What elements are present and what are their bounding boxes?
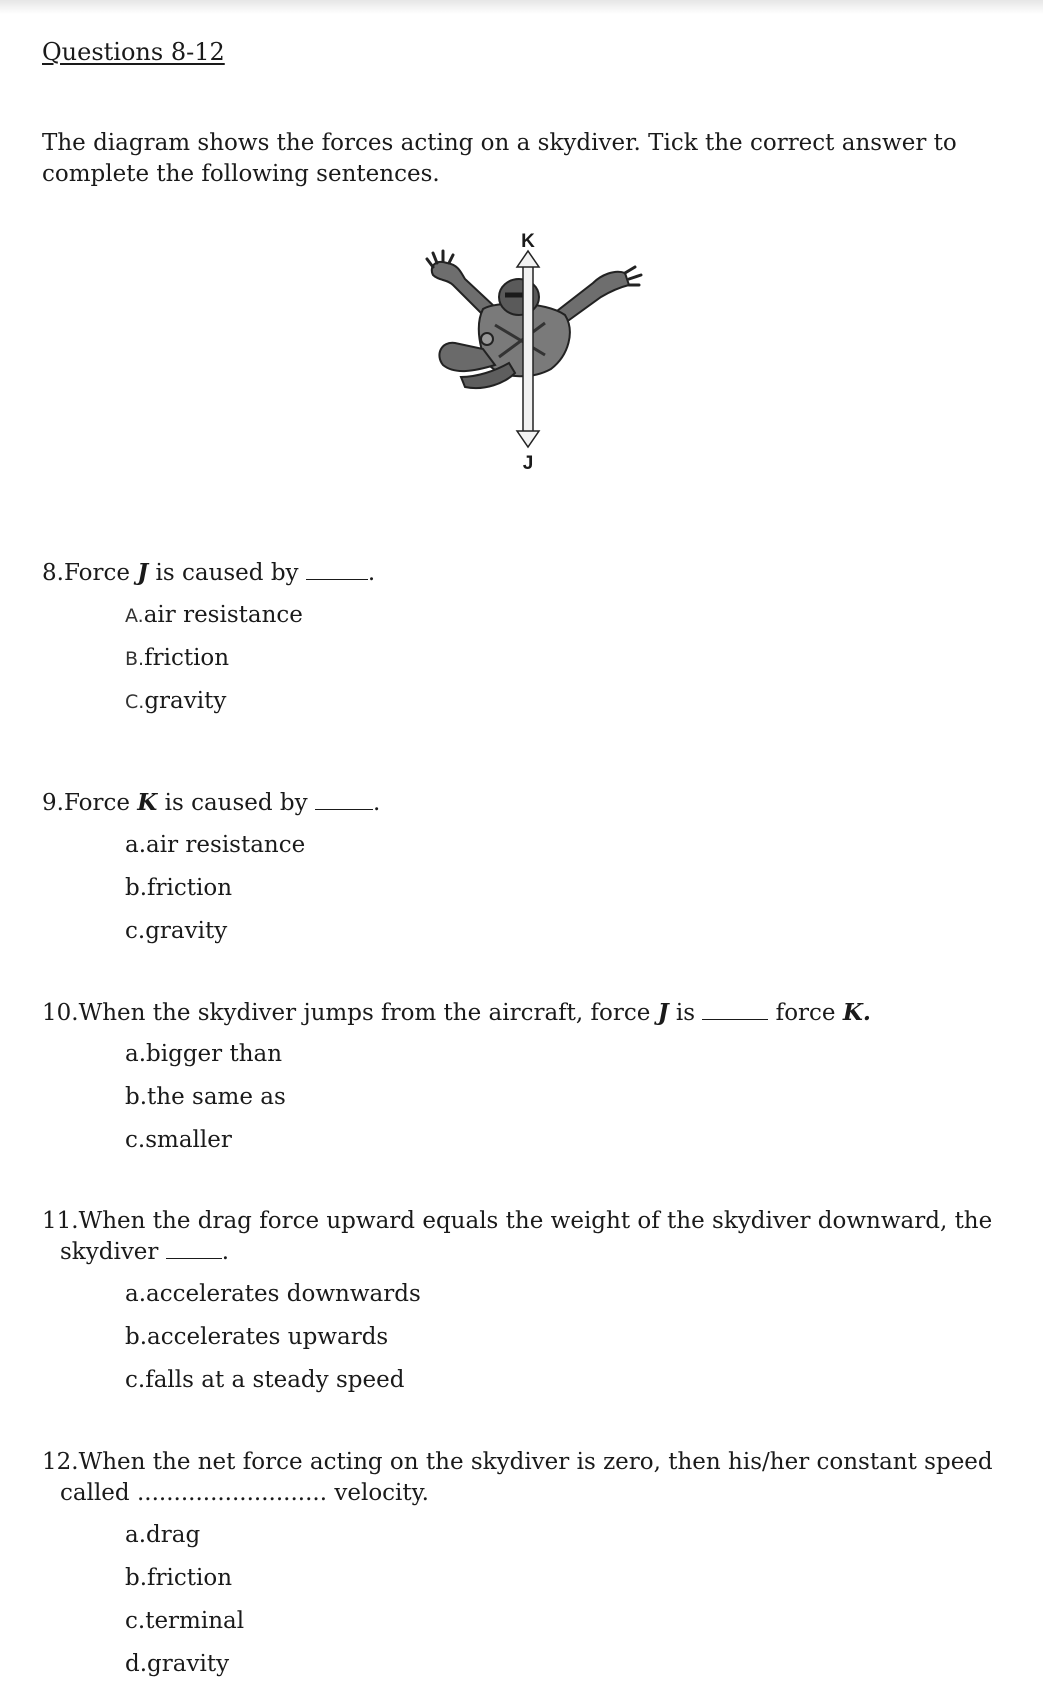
option-letter: d. <box>125 1651 148 1677</box>
option-text: drag <box>146 1522 201 1548</box>
question-10-prefix: 10.When the skydiver jumps from the aircraft, force <box>42 1000 658 1026</box>
option-text: gravity <box>144 688 227 714</box>
option-letter: b. <box>125 1324 148 1350</box>
option-letter: a. <box>125 1522 147 1548</box>
question-8 <box>42 557 1002 589</box>
option-letter: a. <box>125 1281 147 1307</box>
option-letter: B. <box>125 648 145 670</box>
question-11-option-c[interactable] <box>125 1359 421 1402</box>
option-text: friction <box>147 875 233 901</box>
question-11-options <box>125 1273 421 1402</box>
question-8-variable: J <box>137 559 149 586</box>
question-10-option-c[interactable] <box>125 1119 286 1162</box>
question-12-line-2 <box>42 1478 1002 1509</box>
question-10-after: force <box>768 1000 843 1026</box>
question-8-text: is caused by <box>148 560 306 586</box>
question-11-line-1: 11.When the drag force upward equals the weight of the skydiver downward, the <box>42 1208 993 1234</box>
option-text: smaller <box>145 1127 232 1153</box>
question-9-end: . <box>372 790 381 816</box>
question-11-answer-blank <box>166 1240 222 1259</box>
question-11 <box>42 1206 1002 1268</box>
option-letter: C. <box>125 691 145 713</box>
question-10-variable-k: K. <box>842 999 871 1026</box>
force-arrow-head-down-j <box>517 431 539 447</box>
question-8-option-a[interactable] <box>125 594 303 637</box>
question-8-prefix: 8.Force <box>42 560 138 586</box>
option-letter: c. <box>125 1367 146 1393</box>
question-8-option-b[interactable] <box>125 637 303 680</box>
question-12-line-1: 12.When the net force acting on the skydiver is zero, then his/her constant speed <box>42 1449 993 1475</box>
question-12 <box>42 1447 1002 1509</box>
force-label-j: J <box>522 453 534 474</box>
question-8-options <box>125 594 303 723</box>
question-9-answer-blank <box>315 791 373 810</box>
question-8-end: . <box>367 560 376 586</box>
option-text: accelerates downwards <box>146 1281 421 1307</box>
option-letter: a. <box>125 1041 147 1067</box>
option-letter: c. <box>125 1127 146 1153</box>
skydiver-force-diagram <box>425 231 665 495</box>
question-9-option-b[interactable] <box>125 867 305 910</box>
option-text: air resistance <box>143 602 303 628</box>
question-12-line-2-end: velocity. <box>327 1480 429 1506</box>
option-text: falls at a steady speed <box>145 1367 405 1393</box>
question-8-option-c[interactable] <box>125 680 303 723</box>
question-9-text: is caused by <box>157 790 315 816</box>
question-9 <box>42 787 1002 819</box>
option-letter: c. <box>125 1608 146 1634</box>
option-text: the same as <box>147 1084 286 1110</box>
section-heading: Questions 8-12 <box>42 38 225 66</box>
question-12-line-2-text: called <box>60 1480 137 1506</box>
question-11-option-a[interactable] <box>125 1273 421 1316</box>
question-11-line-2-text: skydiver <box>60 1239 166 1265</box>
option-text: terminal <box>145 1608 245 1634</box>
option-text: bigger than <box>146 1041 283 1067</box>
question-12-option-a[interactable] <box>125 1514 244 1557</box>
option-text: friction <box>147 1565 233 1591</box>
question-10-mid: is <box>668 1000 703 1026</box>
page-top-edge <box>0 0 1043 14</box>
question-12-answer-dots: .......................... <box>136 1480 328 1506</box>
force-arrow-head-up-k <box>517 251 539 267</box>
option-text: gravity <box>145 918 228 944</box>
option-letter: b. <box>125 875 148 901</box>
question-11-line-2 <box>42 1237 1002 1268</box>
question-10-options <box>125 1033 286 1162</box>
question-10 <box>42 997 1002 1029</box>
option-letter: b. <box>125 1084 148 1110</box>
instructions-text: The diagram shows the forces acting on a skydiver. Tick the correct answer to complete the following sentences. <box>42 130 957 187</box>
question-12-option-c[interactable] <box>125 1600 244 1643</box>
option-letter: c. <box>125 918 146 944</box>
option-text: friction <box>144 645 230 671</box>
question-10-variable-j: J <box>657 999 669 1026</box>
question-9-prefix: 9.Force <box>42 790 138 816</box>
question-9-option-c[interactable] <box>125 910 305 953</box>
skydiver-right-arm <box>557 272 629 323</box>
question-12-option-d[interactable] <box>125 1643 244 1686</box>
question-10-option-b[interactable] <box>125 1076 286 1119</box>
option-letter: a. <box>125 832 147 858</box>
question-10-option-a[interactable] <box>125 1033 286 1076</box>
question-12-option-b[interactable] <box>125 1557 244 1600</box>
force-arrow-shaft <box>523 263 533 435</box>
question-9-option-a[interactable] <box>125 824 305 867</box>
question-8-answer-blank <box>306 561 368 580</box>
skydiver-ripcord <box>481 333 493 345</box>
question-12-options <box>125 1514 244 1686</box>
option-text: air resistance <box>146 832 306 858</box>
option-letter: A. <box>125 605 144 627</box>
option-letter: b. <box>125 1565 148 1591</box>
question-9-variable: K <box>137 789 158 816</box>
force-label-k: K <box>521 231 535 252</box>
option-text: accelerates upwards <box>147 1324 389 1350</box>
question-10-answer-blank <box>702 1001 768 1020</box>
option-text: gravity <box>147 1651 230 1677</box>
question-11-end: . <box>221 1239 230 1265</box>
question-11-option-b[interactable] <box>125 1316 421 1359</box>
question-9-options <box>125 824 305 953</box>
